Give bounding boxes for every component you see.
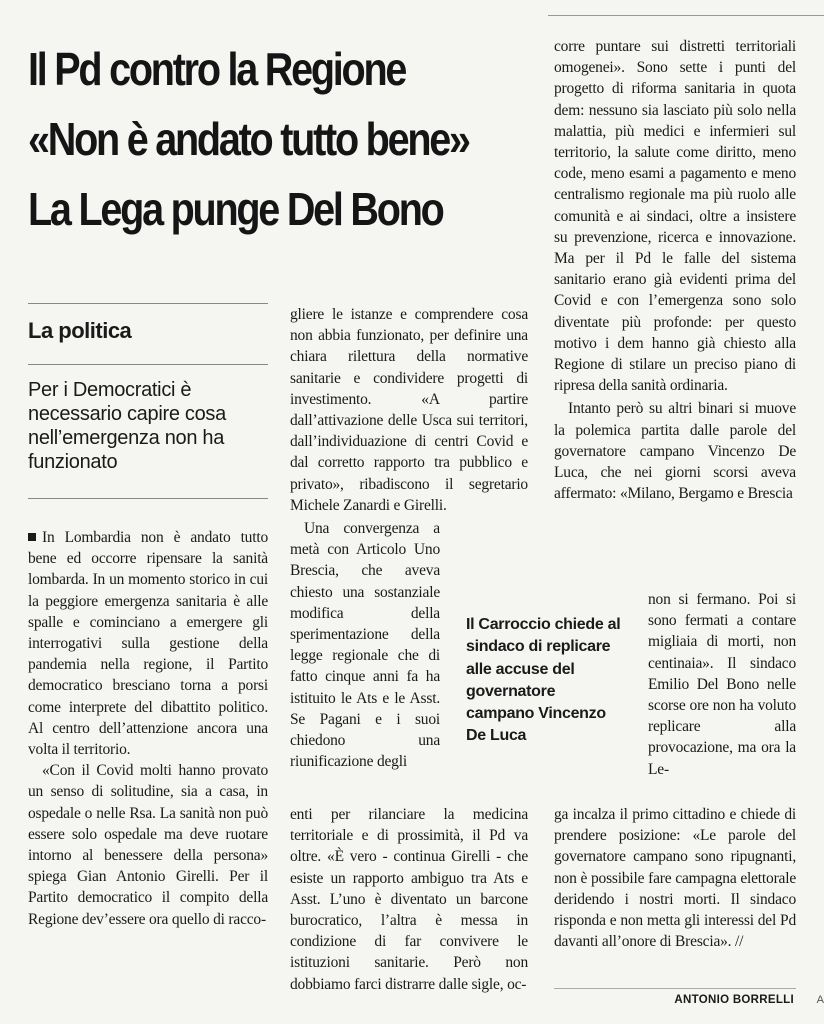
- col2-p3: enti per rilanciare la medicina territoriale e di prossimità, il Pd va oltre. «È vero - continua Girelli - che esiste un rapporto ambiguo tra Ats e Asst. L’uno è diventato un barcone burocratico, l’altra è messa in condizione di far convivere le istituzioni sanitarie. Però non dobbiamo farci distrarre dalle sigle, oc-: [290, 806, 528, 993]
- paragraph: [28, 527, 268, 760]
- column-1: [28, 527, 268, 930]
- byline-rule: [554, 988, 796, 989]
- subhead-bottom-rule: [28, 498, 268, 499]
- column-3-wrap: [648, 589, 796, 780]
- edge-letter: A: [816, 994, 824, 1006]
- col2-p2: Una convergenza a metà con Articolo Uno Brescia, che aveva chiesto una sostanziale modifica della sperimentazione della legge regionale che di fatto cinque anni fa ha istituito le Ats e le Asst. Se Pagani e i suoi chiedono una riunificazione degli: [290, 520, 440, 771]
- subhead: Per i Democratici è necessario capire cosa nell’emergenza non ha funzionato: [28, 379, 226, 473]
- headline: [28, 34, 475, 244]
- callout-quote: Il Carroccio chiede al sindaco di replicare alle accuse del governatore campano Vincenzo De Luca: [466, 616, 621, 745]
- kicker: La politica: [28, 318, 132, 343]
- col1-p1: In Lombardia non è andato tutto bene ed occorre ripensare la sanità lombarda. In un momento storico in cui la peggiore emergenza sanitaria è alle spalle e cominciano a emergere gli interrogativi sulla gestione della pandemia nella regione, il Partito democratico bresciano torna a porsi come interprete del dibattito politico. Al centro dell’attenzione ancora una volta il territorio.: [28, 529, 268, 759]
- headline-line-1: Il Pd contro la Regione: [28, 43, 406, 95]
- column-3: [554, 36, 796, 504]
- col3-p1: corre puntare sui distretti territoriali omogenei». Sono sette i punti del progetto di riforma sanitaria in quota dem: nessuno sia lasciato più solo nella malattia, più medici e infermieri sul territorio, la salute come diritto, meno code, meno esami a pagamento e meno centralismo regionale ma più ruolo alle comunità e ai sindaci, oltre a insistere su prevenzione, ricerca e innovazione. Ma per il Pd le falle del sistema sanitario erano già evidenti prima del Covid e con l’emergenza sono solo diventate più profonde: per questo motivo i dem hanno già chiesto alla Regione di stilare un preciso piano di ripresa della sanità ordinaria.: [554, 38, 796, 395]
- kicker-top-rule: [28, 303, 268, 304]
- byline: ANTONIO BORRELLI: [674, 994, 794, 1006]
- col2-p1: gliere le istanze e comprendere cosa non abbia funzionato, per definire una chiara rilettura della normative sanitarie e condividere progetti di investimento. «A partire dall’attivazione delle Usca sui territori, dall’individuazione di centri Covid e dal corretto rapporto tra pubblico e privato», ribadiscono il segretario Michele Zanardi e Girelli.: [290, 306, 528, 514]
- column-2-bottom: [290, 804, 528, 995]
- headline-line-3: La Lega punge Del Bono: [28, 183, 443, 235]
- column-3-bottom: [554, 804, 796, 952]
- col3-p2b: non si fermano. Poi si sono fermati a contare migliaia di morti, non centinaia». Il sindaco Emilio Del Bono nelle scorse ore non ha voluto replicare alla provocazione, ma ora la Le-: [648, 591, 796, 778]
- col3-p2a: Intanto però su altri binari si muove la polemica partita dalle parole del governatore campano Vincenzo De Luca, che nei giorni scorsi aveva affermato: «Milano, Bergamo e Brescia: [554, 400, 796, 503]
- kicker-bottom-rule: [28, 364, 268, 365]
- top-rule: [548, 15, 824, 16]
- col1-p2: «Con il Covid molti hanno provato un senso di solitudine, sia a casa, in ospedale o nelle Rsa. La sanità non può essere solo ospedale ma deve ruotare intorno al benessere della persona» spiega Gian Antonio Girelli. Per il Partito democratico il compito della Regione dev’essere ora quello di racco-: [28, 762, 268, 928]
- headline-line-2: «Non è andato tutto bene»: [28, 113, 469, 165]
- col3-p2c: ga incalza il primo cittadino e chiede di prendere posizione: «Le parole del governatore campano sono ripugnanti, non è possibile fare campagna elettorale deridendo i nostri morti. Il sindaco risponda e non metta gli interessi del Pd davanti all’onore di Brescia». //: [554, 806, 796, 951]
- paragraph-bullet-icon: [28, 533, 36, 541]
